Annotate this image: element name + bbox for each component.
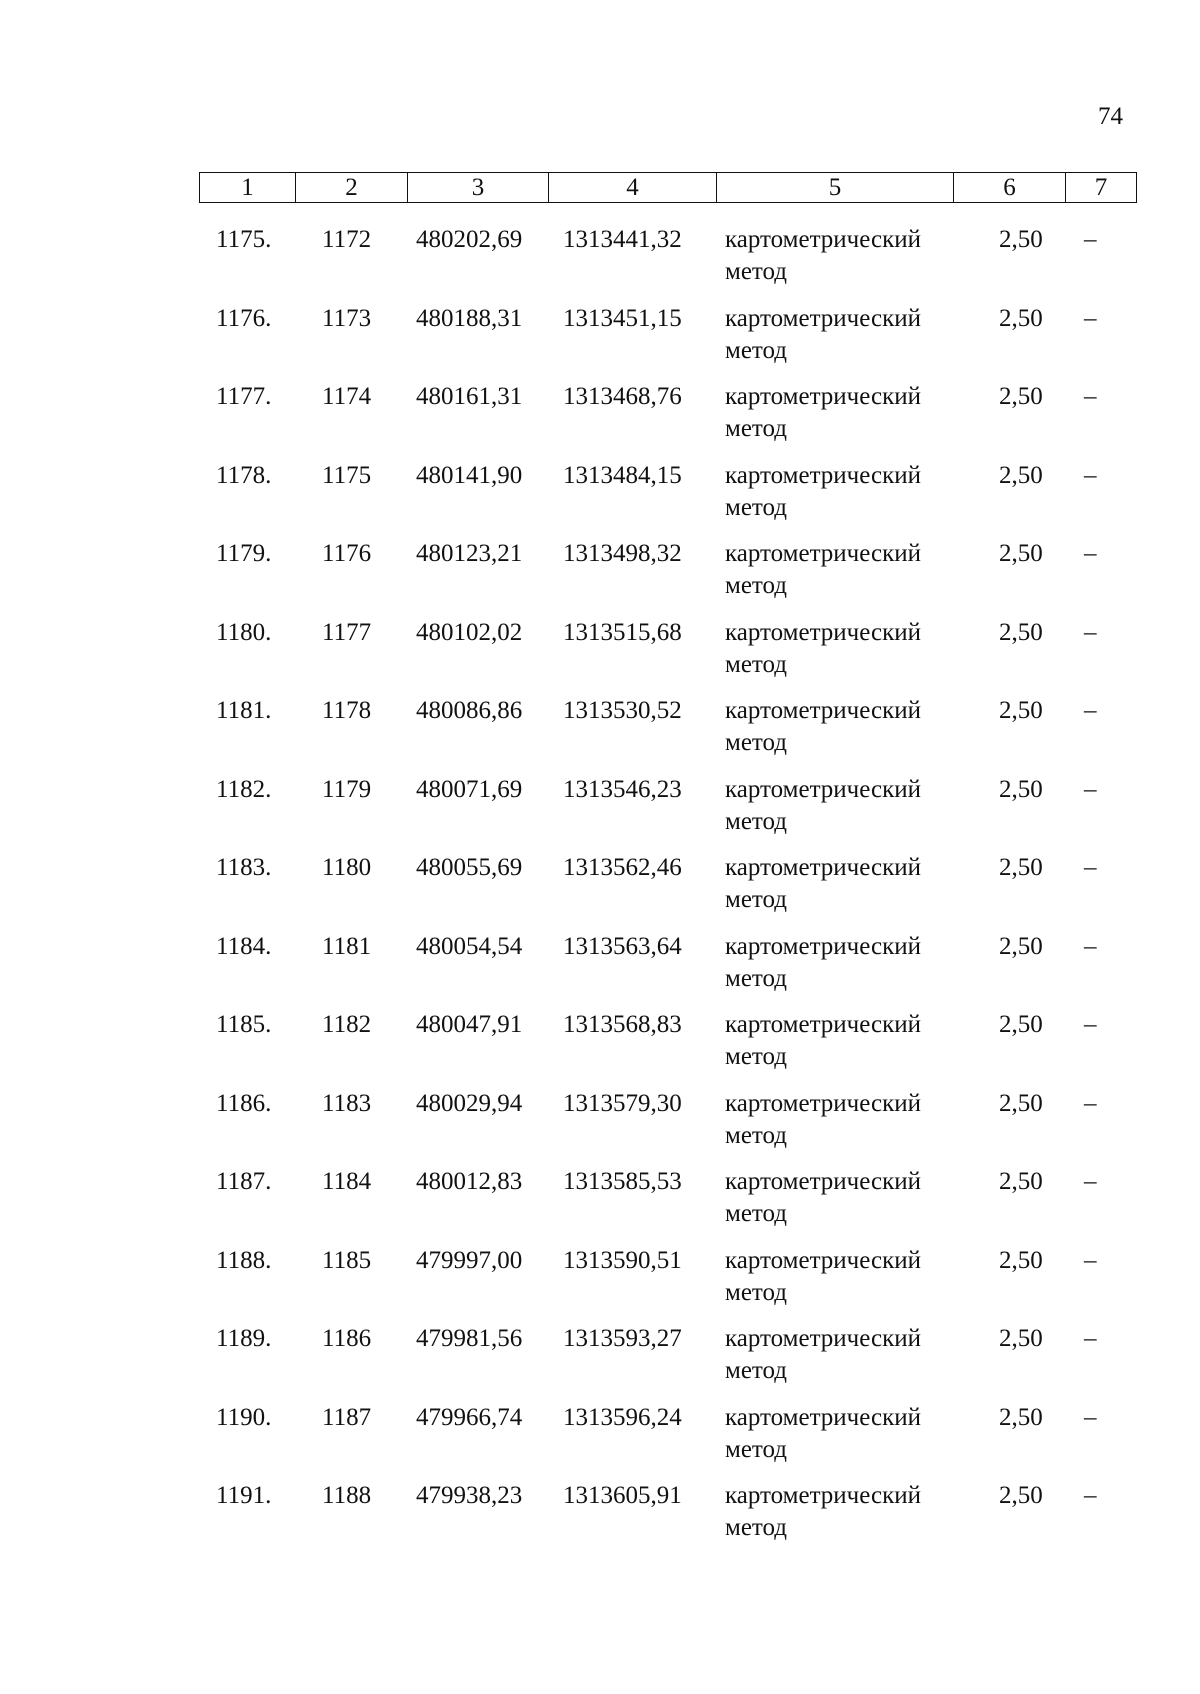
row-number: 1182. — [216, 775, 272, 803]
accuracy-value: 2,50 — [999, 1482, 1043, 1509]
coordinate-y: 1313605,91 — [563, 1482, 682, 1509]
table-row — [0, 1480, 1200, 1559]
table-row — [0, 538, 1200, 617]
point-id: 1175 — [322, 461, 372, 489]
note-dash: – — [1084, 697, 1097, 724]
header-col-5: 5 — [717, 173, 954, 203]
page-number: 74 — [1098, 103, 1123, 130]
accuracy-value: 2,50 — [999, 1011, 1043, 1038]
point-id: 1186 — [322, 1325, 372, 1352]
table-row — [0, 224, 1200, 303]
accuracy-value: 2,50 — [999, 1089, 1043, 1117]
row-number: 1175. — [216, 226, 272, 253]
point-id: 1174 — [322, 383, 372, 410]
row-number: 1188. — [216, 1246, 272, 1274]
header-col-4: 4 — [549, 173, 717, 203]
note-dash: – — [1084, 618, 1097, 646]
table-row — [0, 1402, 1200, 1481]
point-id: 1178 — [322, 697, 372, 724]
accuracy-value: 2,50 — [999, 383, 1043, 410]
row-number: 1184. — [216, 932, 272, 960]
determination-method: картометрический метод — [725, 854, 921, 913]
coordinate-y: 1313498,32 — [563, 540, 682, 567]
coordinate-x: 479981,56 — [416, 1325, 523, 1352]
coordinate-x: 480047,91 — [416, 1011, 523, 1038]
note-dash: – — [1084, 461, 1097, 489]
accuracy-value: 2,50 — [999, 697, 1043, 724]
coordinate-y: 1313596,24 — [563, 1403, 682, 1431]
accuracy-value: 2,50 — [999, 226, 1043, 253]
row-number: 1190. — [216, 1403, 272, 1431]
coordinate-y: 1313484,15 — [563, 461, 682, 489]
accuracy-value: 2,50 — [999, 618, 1043, 646]
note-dash: – — [1084, 775, 1097, 803]
row-number: 1183. — [216, 854, 272, 881]
coordinate-x: 480012,83 — [416, 1168, 523, 1195]
note-dash: – — [1084, 1246, 1097, 1274]
determination-method: картометрический метод — [725, 1403, 921, 1463]
coordinate-y: 1313530,52 — [563, 697, 682, 724]
note-dash: – — [1084, 854, 1097, 881]
point-id: 1173 — [322, 304, 372, 332]
determination-method: картометрический метод — [725, 775, 921, 835]
accuracy-value: 2,50 — [999, 1325, 1043, 1352]
note-dash: – — [1084, 1482, 1097, 1509]
table-row — [0, 303, 1200, 382]
point-id: 1187 — [322, 1403, 372, 1431]
point-id: 1182 — [322, 1011, 372, 1038]
coordinate-y: 1313590,51 — [563, 1246, 682, 1274]
table-row — [0, 1166, 1200, 1245]
row-number: 1191. — [216, 1482, 272, 1509]
note-dash: – — [1084, 540, 1097, 567]
coordinate-y: 1313563,64 — [563, 932, 682, 960]
determination-method: картометрический метод — [725, 1011, 921, 1070]
header-col-6: 6 — [954, 173, 1066, 203]
point-id: 1181 — [322, 932, 372, 960]
header-col-2: 2 — [296, 173, 408, 203]
determination-method: картометрический метод — [725, 1246, 921, 1306]
coordinate-x: 480055,69 — [416, 854, 523, 881]
accuracy-value: 2,50 — [999, 1246, 1043, 1274]
point-id: 1183 — [322, 1089, 372, 1117]
coordinate-y: 1313546,23 — [563, 775, 682, 803]
row-number: 1187. — [216, 1168, 272, 1195]
coordinate-y: 1313562,46 — [563, 854, 682, 881]
determination-method: картометрический метод — [725, 618, 921, 678]
coordinate-x: 480086,86 — [416, 697, 523, 724]
row-number: 1177. — [216, 383, 272, 410]
coordinate-x: 480188,31 — [416, 304, 523, 332]
coordinate-y: 1313451,15 — [563, 304, 682, 332]
table-row — [0, 695, 1200, 774]
accuracy-value: 2,50 — [999, 775, 1043, 803]
coordinate-x: 480029,94 — [416, 1089, 523, 1117]
row-number: 1185. — [216, 1011, 272, 1038]
table-row — [0, 1245, 1200, 1324]
row-number: 1178. — [216, 461, 272, 489]
determination-method: картометрический метод — [725, 226, 921, 285]
coordinate-x: 480123,21 — [416, 540, 523, 567]
note-dash: – — [1084, 1089, 1097, 1117]
point-id: 1177 — [322, 618, 372, 646]
point-id: 1188 — [322, 1482, 372, 1509]
coordinate-x: 479997,00 — [416, 1246, 523, 1274]
table-row — [0, 381, 1200, 460]
determination-method: картометрический метод — [725, 461, 921, 521]
coordinate-x: 480054,54 — [416, 932, 523, 960]
table-row — [0, 617, 1200, 696]
note-dash: – — [1084, 383, 1097, 410]
header-col-3: 3 — [408, 173, 549, 203]
header-col-7: 7 — [1066, 173, 1137, 203]
determination-method: картометрический метод — [725, 383, 921, 442]
determination-method: картометрический метод — [725, 1089, 921, 1149]
point-id: 1184 — [322, 1168, 372, 1195]
accuracy-value: 2,50 — [999, 461, 1043, 489]
determination-method: картометрический метод — [725, 1325, 921, 1384]
table-row — [0, 460, 1200, 539]
table-row — [0, 852, 1200, 931]
coordinate-x: 480102,02 — [416, 618, 523, 646]
coordinate-x: 479938,23 — [416, 1482, 523, 1509]
accuracy-value: 2,50 — [999, 304, 1043, 332]
table-row — [0, 1088, 1200, 1167]
row-number: 1179. — [216, 540, 272, 567]
coordinate-y: 1313579,30 — [563, 1089, 682, 1117]
note-dash: – — [1084, 1168, 1097, 1195]
determination-method: картометрический метод — [725, 932, 921, 992]
accuracy-value: 2,50 — [999, 932, 1043, 960]
accuracy-value: 2,50 — [999, 1168, 1043, 1195]
determination-method: картометрический метод — [725, 540, 921, 599]
coordinate-y: 1313515,68 — [563, 618, 682, 646]
row-number: 1180. — [216, 618, 272, 646]
row-number: 1186. — [216, 1089, 272, 1117]
determination-method: картометрический метод — [725, 1482, 921, 1541]
coordinate-x: 479966,74 — [416, 1403, 523, 1431]
accuracy-value: 2,50 — [999, 854, 1043, 881]
coordinate-x: 480202,69 — [416, 226, 523, 253]
column-number-header — [199, 172, 1137, 203]
row-number: 1189. — [216, 1325, 272, 1352]
coordinate-x: 480161,31 — [416, 383, 523, 410]
table-row — [0, 931, 1200, 1010]
row-number: 1181. — [216, 697, 272, 724]
coordinate-y: 1313593,27 — [563, 1325, 682, 1352]
point-id: 1172 — [322, 226, 372, 253]
note-dash: – — [1084, 1325, 1097, 1352]
coordinate-x: 480071,69 — [416, 775, 523, 803]
point-id: 1185 — [322, 1246, 372, 1274]
coordinate-y: 1313468,76 — [563, 383, 682, 410]
coordinate-rows — [0, 224, 1200, 1559]
coordinate-y: 1313568,83 — [563, 1011, 682, 1038]
header-col-1: 1 — [200, 173, 296, 203]
note-dash: – — [1084, 304, 1097, 332]
point-id: 1179 — [322, 775, 372, 803]
table-row — [0, 1323, 1200, 1402]
determination-method: картометрический метод — [725, 1168, 921, 1227]
point-id: 1180 — [322, 854, 372, 881]
table-row — [0, 1009, 1200, 1088]
note-dash: – — [1084, 226, 1097, 253]
coordinate-x: 480141,90 — [416, 461, 523, 489]
table-row — [0, 774, 1200, 853]
header-row — [200, 173, 1137, 203]
note-dash: – — [1084, 932, 1097, 960]
note-dash: – — [1084, 1011, 1097, 1038]
determination-method: картометрический метод — [725, 304, 921, 364]
determination-method: картометрический метод — [725, 697, 921, 756]
point-id: 1176 — [322, 540, 372, 567]
accuracy-value: 2,50 — [999, 540, 1043, 567]
row-number: 1176. — [216, 304, 272, 332]
coordinate-y: 1313441,32 — [563, 226, 682, 253]
accuracy-value: 2,50 — [999, 1403, 1043, 1431]
note-dash: – — [1084, 1403, 1097, 1431]
coordinate-y: 1313585,53 — [563, 1168, 682, 1195]
